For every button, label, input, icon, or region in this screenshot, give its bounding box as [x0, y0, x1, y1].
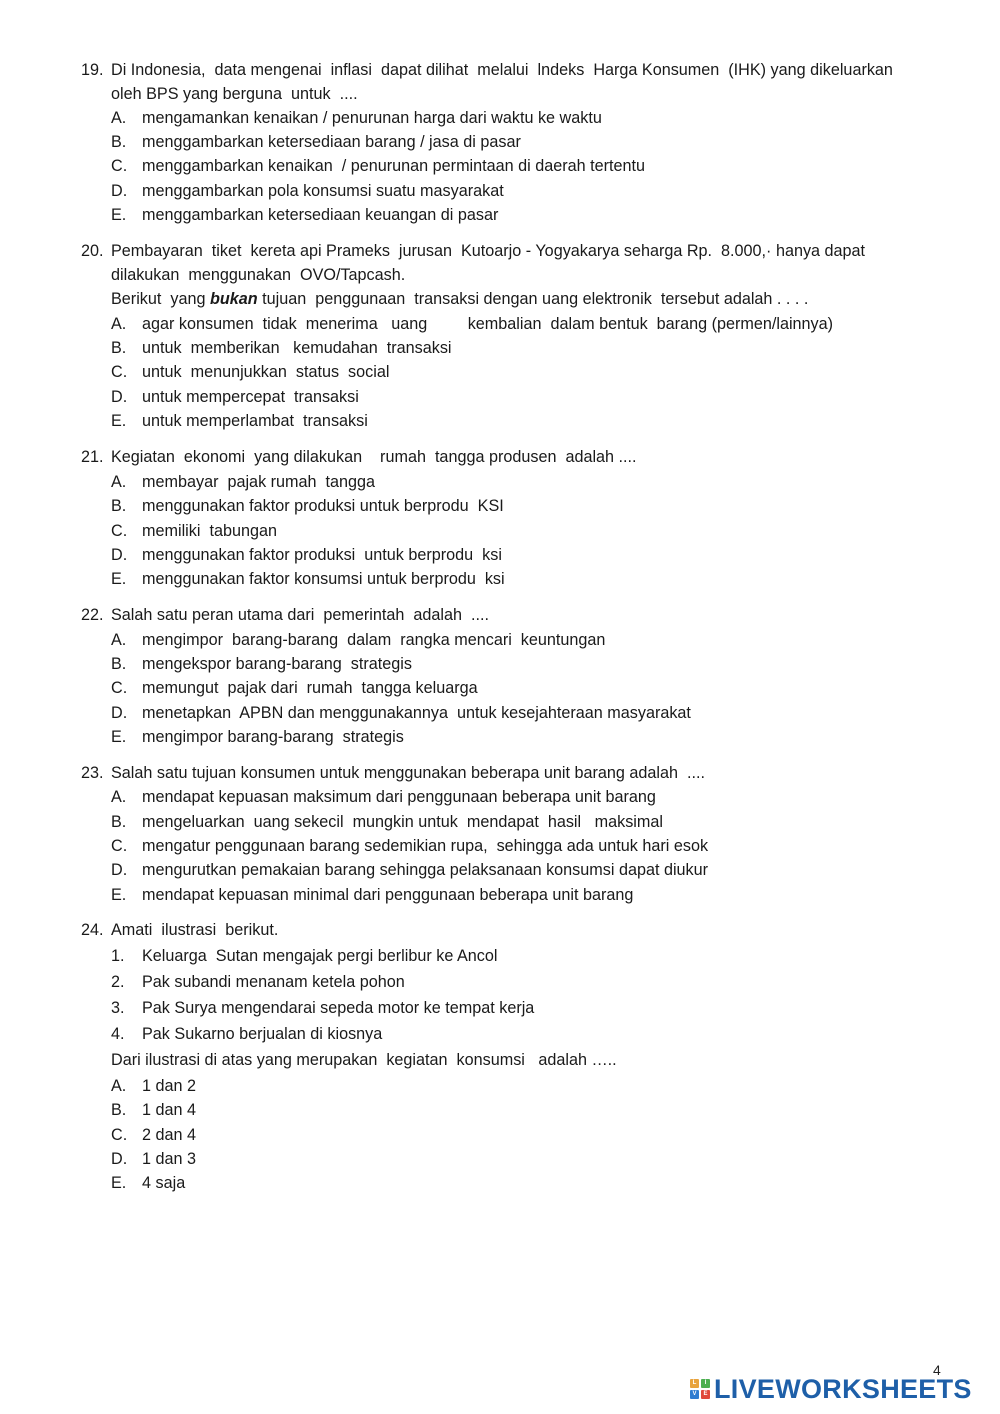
option-letter: D. — [111, 861, 128, 879]
illustration-text: Pak Sukarno berjualan di kiosnya — [142, 1025, 383, 1043]
logo-tile: E — [701, 1390, 710, 1399]
option-text: mengekspor barang-barang strategis — [142, 655, 412, 673]
option-letter: C. — [111, 157, 128, 175]
option-letter: C. — [111, 837, 128, 855]
option-text: mendapat kepuasan maksimum dari penggunaan beberapa unit barang — [142, 788, 656, 806]
option-letter: C. — [111, 1126, 128, 1144]
question-stem-line: Salah satu peran utama dari pemerintah adalah .... — [111, 606, 489, 624]
logo-tile: I — [701, 1379, 710, 1388]
question-number: 23. — [81, 764, 104, 782]
option-letter: E. — [111, 886, 127, 904]
question-stem-line: Amati ilustrasi berikut. — [111, 921, 279, 939]
question-number: 21. — [81, 448, 104, 466]
stem-text: Berikut yang — [111, 290, 210, 308]
option-text: 4 saja — [142, 1174, 186, 1192]
option-text: menggambarkan kenaikan / penurunan permintaan di daerah tertentu — [142, 157, 646, 175]
option-text: mengamankan kenaikan / penurunan harga dari waktu ke waktu — [142, 109, 602, 127]
option-letter: B. — [111, 1101, 127, 1119]
logo-text: LIVEWORKSHEETS — [714, 1373, 972, 1404]
option-letter: A. — [111, 631, 127, 649]
option-letter: D. — [111, 704, 128, 722]
option-letter: C. — [111, 522, 128, 540]
illustration-index: 3. — [111, 999, 125, 1017]
page-number: 4 — [933, 1362, 941, 1378]
question-stem-line: dilakukan menggunakan OVO/Tapcash. — [111, 266, 406, 284]
question-stem-line: Pembayaran tiket kereta api Prameks jurusan Kutoarjo - Yogyakarya seharga Rp. 8.000,· hanya dapat — [111, 242, 866, 260]
option-text: mengatur penggunaan barang sedemikian rupa, sehingga ada untuk hari esok — [142, 837, 709, 855]
option-text: mengimpor barang-barang strategis — [142, 728, 404, 746]
option-text: mengimpor barang-barang dalam rangka mencari keuntungan — [142, 631, 606, 649]
option-text: menggunakan faktor produksi untuk berprodu ksi — [142, 546, 502, 564]
option-text: menggunakan faktor konsumsi untuk berprodu ksi — [142, 570, 505, 588]
option-text: menggambarkan ketersediaan barang / jasa di pasar — [142, 133, 521, 151]
option-letter: C. — [111, 679, 128, 697]
option-text: menggambarkan pola konsumsi suatu masyarakat — [142, 182, 504, 200]
illustration-index: 1. — [111, 947, 125, 965]
option-letter: E. — [111, 412, 127, 430]
question-number: 19. — [81, 61, 104, 79]
option-text: 1 dan 3 — [142, 1150, 197, 1168]
question-stem-line: Salah satu tujuan konsumen untuk menggunakan beberapa unit barang adalah .... — [111, 764, 705, 782]
option-letter: D. — [111, 182, 128, 200]
option-letter: C. — [111, 363, 128, 381]
option-text: untuk mempercepat transaksi — [142, 388, 359, 406]
option-letter: E. — [111, 728, 127, 746]
option-letter: A. — [111, 315, 127, 333]
option-text: untuk memberikan kemudahan transaksi — [142, 339, 452, 357]
option-letter: A. — [111, 109, 127, 127]
option-text: 1 dan 2 — [142, 1077, 197, 1095]
option-letter: D. — [111, 1150, 128, 1168]
option-text: menggambarkan ketersediaan keuangan di pasar — [142, 206, 499, 224]
illustration-index: 2. — [111, 973, 125, 991]
option-text: agar konsumen tidak menerima uang kembalian dalam bentuk barang (permen/lainnya) — [142, 315, 834, 333]
option-letter: E. — [111, 206, 127, 224]
option-letter: D. — [111, 388, 128, 406]
liveworksheets-logo[interactable] — [690, 1374, 972, 1404]
option-text: memiliki tabungan — [142, 522, 277, 540]
stem-text: tujuan penggunaan transaksi dengan uang elektronik tersebut adalah . . . . — [257, 290, 809, 308]
option-text: untuk memperlambat transaksi — [142, 412, 368, 430]
illustration-index: 4. — [111, 1025, 125, 1043]
option-letter: D. — [111, 546, 128, 564]
option-letter: A. — [111, 788, 127, 806]
option-letter: B. — [111, 497, 127, 515]
option-text: 2 dan 4 — [142, 1126, 197, 1144]
illustration-text: Pak Surya mengendarai sepeda motor ke tempat kerja — [142, 999, 535, 1017]
option-letter: E. — [111, 570, 127, 588]
option-letter: B. — [111, 133, 127, 151]
option-text: untuk menunjukkan status social — [142, 363, 390, 381]
option-letter: A. — [111, 1077, 127, 1095]
question-prompt: Dari ilustrasi di atas yang merupakan kegiatan konsumsi adalah ….. — [111, 1051, 617, 1069]
question-number: 22. — [81, 606, 104, 624]
option-text: memungut pajak dari rumah tangga keluarga — [142, 679, 478, 697]
emphasis-word: bukan — [209, 290, 258, 308]
option-text: menetapkan APBN dan menggunakannya untuk kesejahteraan masyarakat — [142, 704, 691, 722]
option-text: 1 dan 4 — [142, 1101, 197, 1119]
question-stem-line — [111, 288, 808, 310]
option-letter: B. — [111, 813, 127, 831]
illustration-text: Pak subandi menanam ketela pohon — [142, 973, 405, 991]
option-letter: A. — [111, 473, 127, 491]
logo-tiles-icon — [690, 1379, 710, 1399]
option-text: membayar pajak rumah tangga — [142, 473, 376, 491]
option-text: menggunakan faktor produksi untuk berprodu KSI — [142, 497, 504, 515]
logo-tile: L — [690, 1379, 699, 1388]
illustration-text: Keluarga Sutan mengajak pergi berlibur ke Ancol — [142, 947, 498, 965]
option-letter: B. — [111, 339, 127, 357]
logo-tile: V — [690, 1390, 699, 1399]
option-letter: B. — [111, 655, 127, 673]
question-stem-line: Kegiatan ekonomi yang dilakukan rumah tangga produsen adalah .... — [111, 448, 637, 466]
option-letter: E. — [111, 1174, 127, 1192]
option-text: mendapat kepuasan minimal dari penggunaan beberapa unit barang — [142, 886, 634, 904]
question-number: 20. — [81, 242, 104, 260]
question-number: 24. — [81, 921, 104, 939]
option-text: mengurutkan pemakaian barang sehingga pelaksanaan konsumsi dapat diukur — [142, 861, 709, 879]
question-stem-line: Di Indonesia, data mengenai inflasi dapat dilihat melalui lndeks Harga Konsumen (IHK) yang dikeluarkan — [111, 61, 893, 79]
question-stem-line: oleh BPS yang berguna untuk .... — [111, 85, 358, 103]
option-text: mengeluarkan uang sekecil mungkin untuk mendapat hasil maksimal — [142, 813, 663, 831]
